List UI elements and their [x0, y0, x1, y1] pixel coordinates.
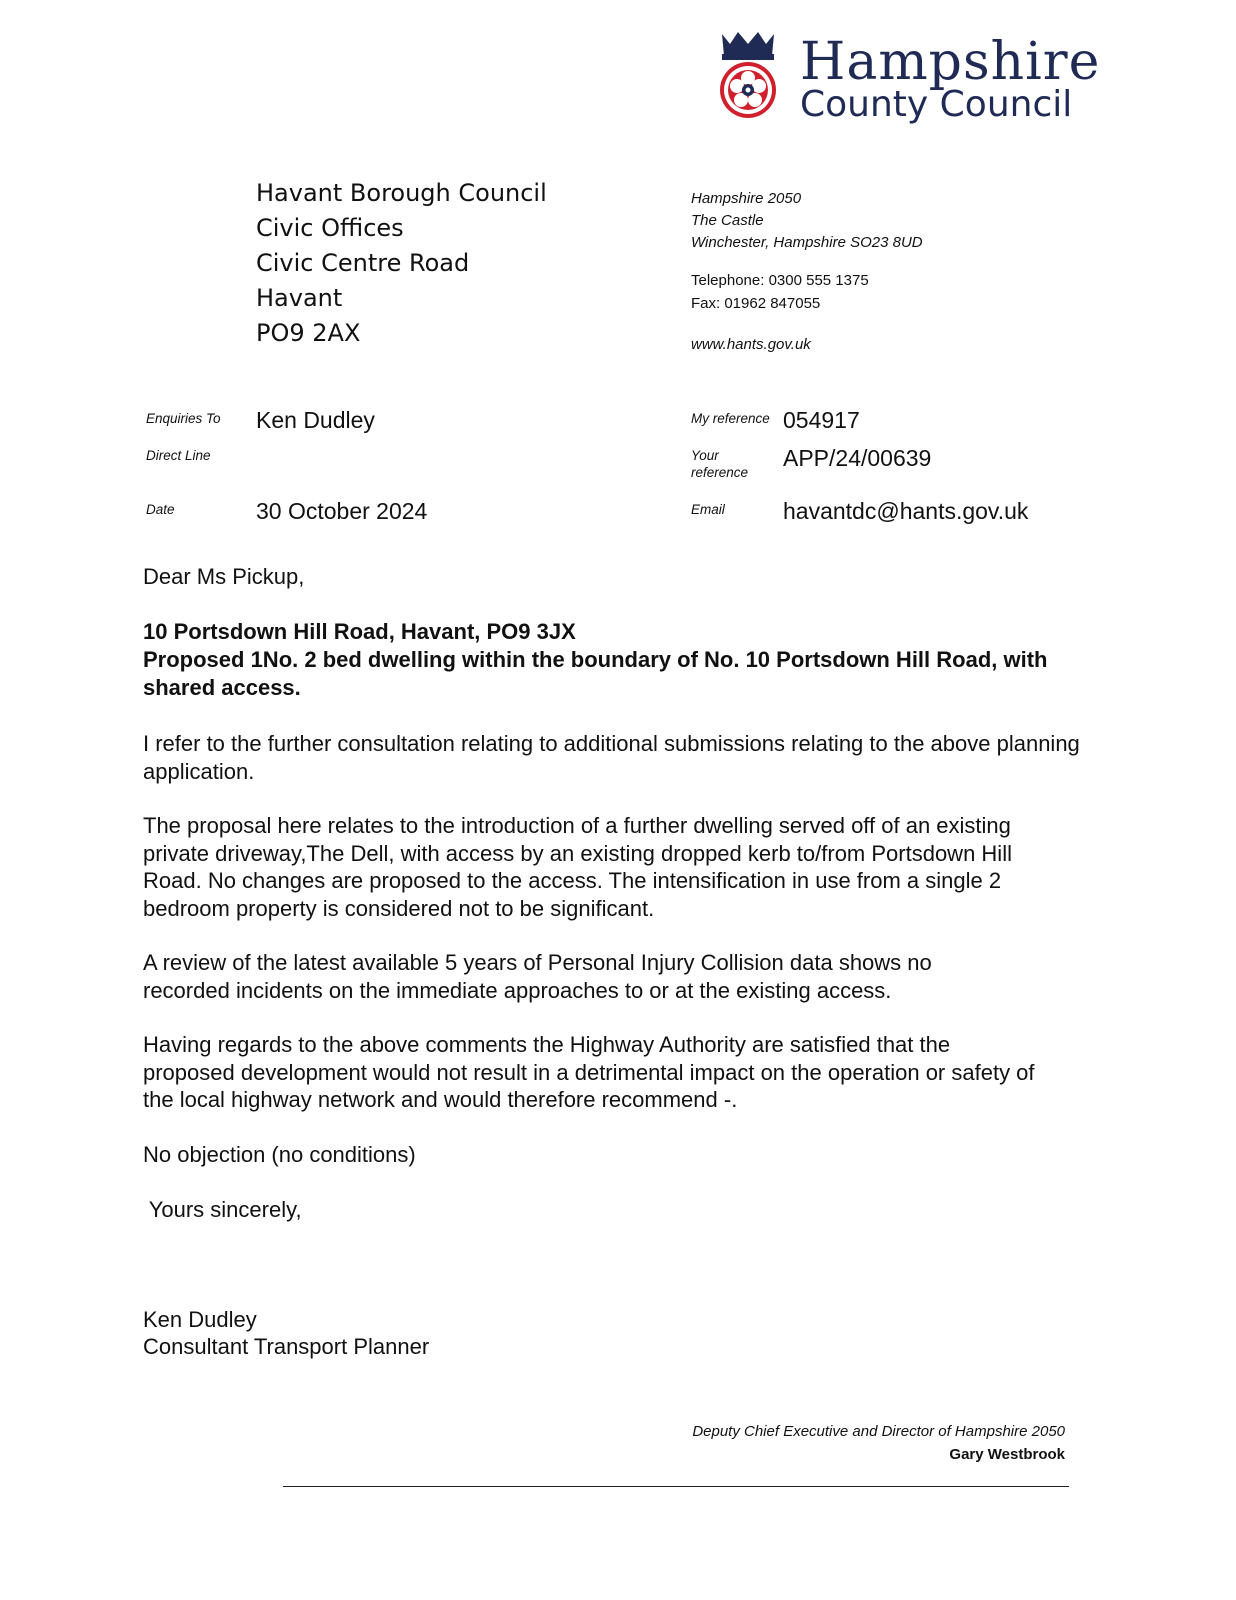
email-value[interactable]: havantdc@hants.gov.uk: [783, 498, 1029, 524]
your-reference-label-2: reference: [691, 465, 749, 480]
direct-line-label: Direct Line: [146, 448, 211, 463]
org-name-line2: County Council: [800, 84, 1073, 125]
email-label: Email: [691, 502, 725, 517]
your-reference-value: APP/24/00639: [783, 445, 932, 471]
sender-address: [691, 188, 923, 356]
sender-telephone: Telephone: 0300 555 1375: [691, 272, 869, 289]
paragraph-1: I refer to the further consultation relating to additional submissions relating to the above planning application.: [143, 731, 1080, 784]
subject-line-1: 10 Portsdown Hill Road, Havant, PO9 3JX: [143, 619, 576, 644]
enquiries-label: Enquiries To: [146, 411, 221, 426]
sender-website[interactable]: www.hants.gov.uk: [691, 336, 811, 353]
enquiries-value: Ken Dudley: [256, 407, 375, 433]
council-logo: [716, 30, 1101, 130]
subject-line-2: Proposed 1No. 2 bed dwelling within the boundary of No. 10 Portsdown Hill Road, with shared access.: [143, 647, 1048, 700]
date-value: 30 October 2024: [256, 498, 428, 524]
my-reference-value: 054917: [783, 407, 860, 433]
footer-name: Gary Westbrook: [949, 1446, 1065, 1463]
recipient-line: Civic Centre Road: [256, 249, 470, 277]
paragraph-2: The proposal here relates to the introduction of a further dwelling served off of an existing private driveway,The Dell, with access by an existing dropped kerb to/from Portsdown Hill Road. No changes are proposed to the access. The intensification in use from a single 2 bedroom property is considered not to be significant.: [143, 813, 1012, 921]
paragraph-3: A review of the latest available 5 years of Personal Injury Collision data shows no recorded incidents on the immediate approaches to or at the existing access.: [143, 950, 932, 1003]
closing: Yours sincerely,: [143, 1197, 302, 1222]
crown-rose-crest-icon: [716, 30, 780, 126]
signatory-title: Consultant Transport Planner: [143, 1334, 430, 1359]
your-reference-label-1: Your: [691, 448, 719, 463]
footer-divider: [283, 1486, 1069, 1487]
date-label: Date: [146, 502, 175, 517]
recipient-line: Civic Offices: [256, 214, 404, 242]
recipient-line: Havant Borough Council: [256, 179, 547, 207]
sender-address-line: Hampshire 2050: [691, 190, 802, 207]
my-reference-label: My reference: [691, 411, 770, 426]
org-name-line1: Hampshire: [800, 32, 1101, 92]
sender-fax: Fax: 01962 847055: [691, 295, 821, 312]
footer-role: Deputy Chief Executive and Director of Hampshire 2050: [692, 1423, 1065, 1440]
sender-address-line: Winchester, Hampshire SO23 8UD: [691, 234, 923, 251]
recipient-address: [256, 176, 547, 351]
paragraph-5: No objection (no conditions): [143, 1142, 416, 1167]
salutation: Dear Ms Pickup,: [143, 564, 305, 589]
recipient-line: Havant: [256, 284, 343, 312]
signatory-name: Ken Dudley: [143, 1307, 257, 1332]
paragraph-4: Having regards to the above comments the Highway Authority are satisfied that the proposed development would not result in a detrimental impact on the operation or safety of the local highway network and would therefore recommend -.: [143, 1032, 1035, 1112]
recipient-line: PO9 2AX: [256, 319, 361, 347]
sender-address-line: The Castle: [691, 212, 764, 229]
